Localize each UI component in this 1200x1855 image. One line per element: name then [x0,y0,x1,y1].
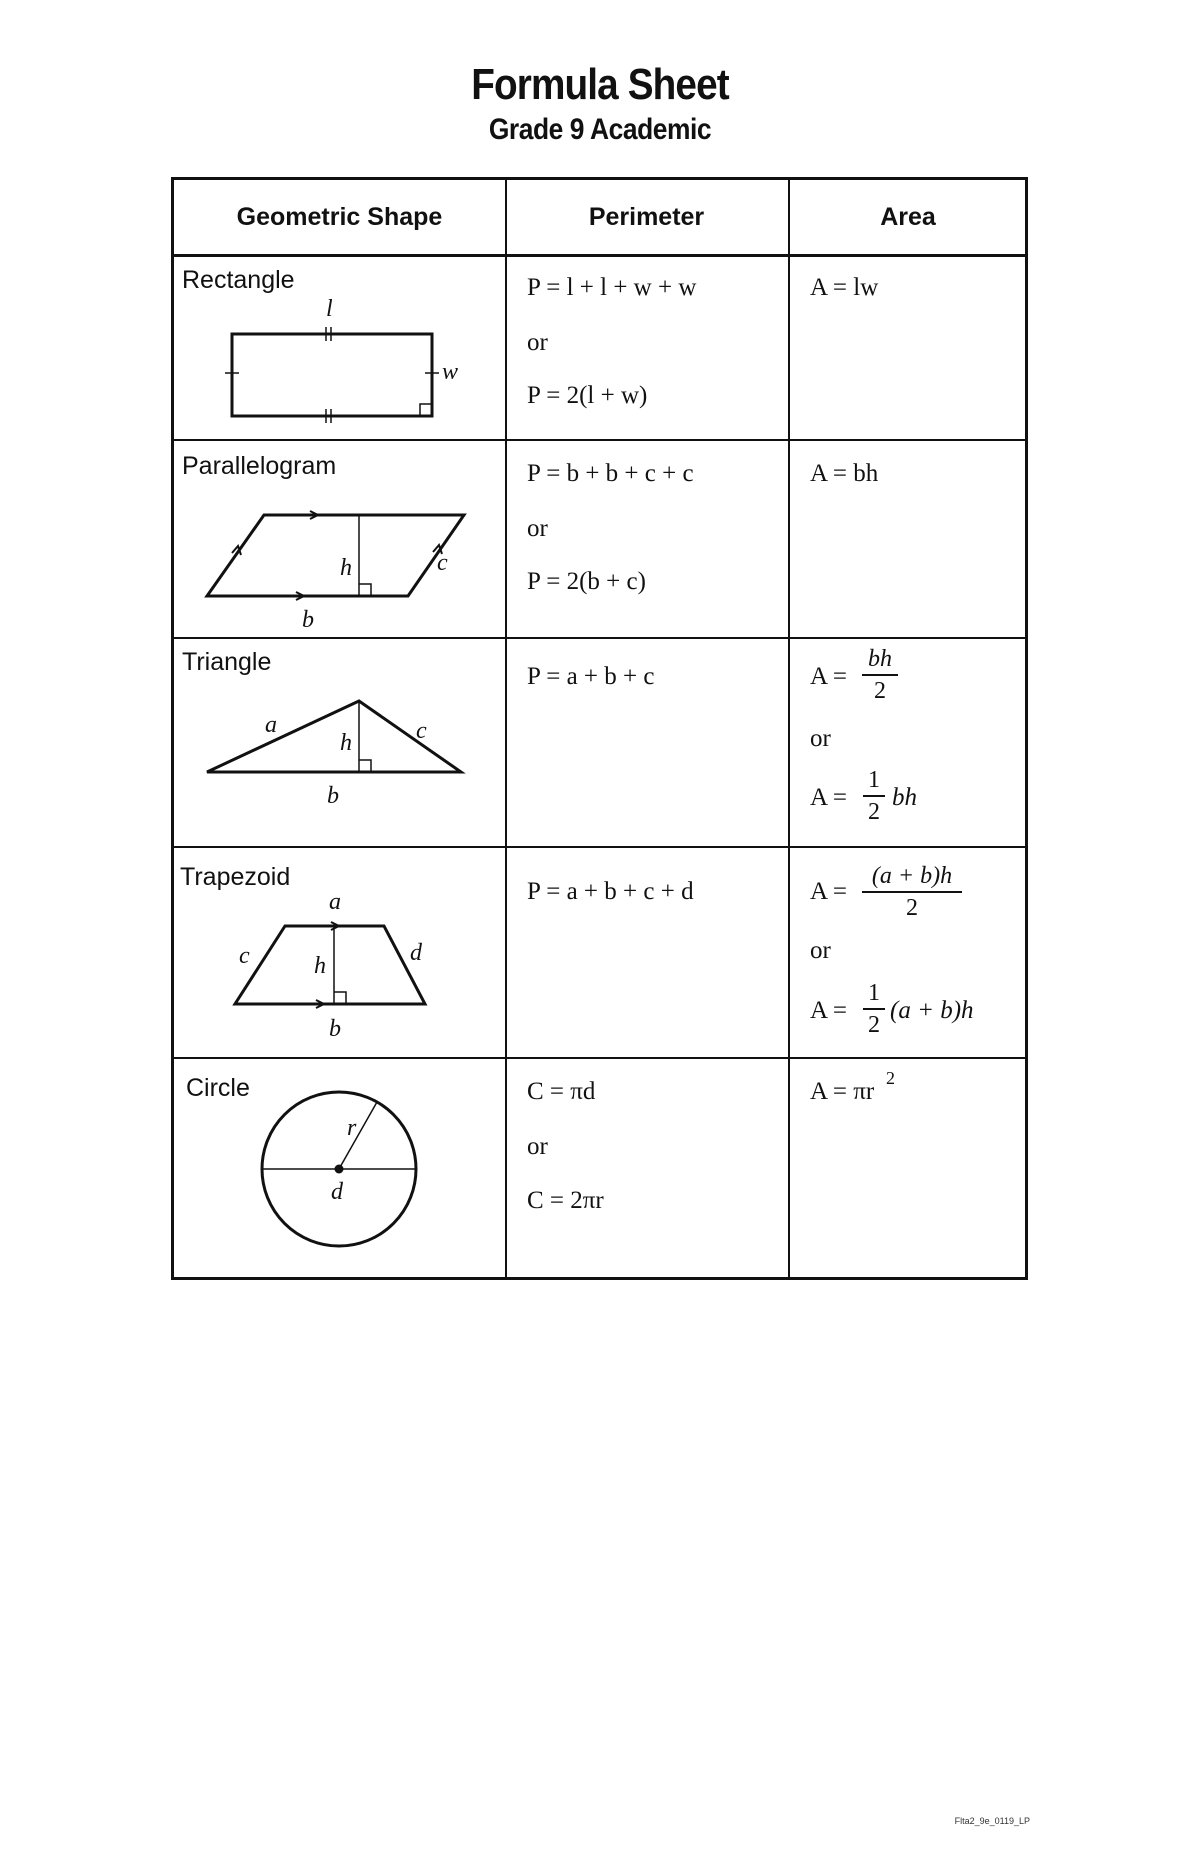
rectangle-label-l: l [326,296,333,322]
parallelogram-diagram [174,440,505,637]
fraction-denominator: 2 [874,677,886,704]
fraction-numerator: bh [868,646,892,672]
trapezoid-half-fraction [863,979,885,1039]
circle-label-d: d [331,1179,343,1205]
triangle-label-h: h [340,730,352,756]
parallelogram-perimeter-or: or [527,515,548,542]
circle-area: A = πr [810,1078,875,1105]
trapezoid-diagram [174,847,505,1057]
parallelogram-area: A = bh [810,460,879,487]
fraction-bar [863,1008,885,1010]
trapezoid-label-h: h [314,953,326,979]
trapezoid-label-d: d [410,940,422,966]
parallelogram-label-c: c [437,550,448,576]
rectangle-perimeter-1: P = l + l + w + w [527,274,697,301]
page-title: Formula Sheet [471,60,729,109]
rectangle-perimeter-2: P = 2(l + w) [527,382,648,409]
fraction-bar [862,891,962,893]
trapezoid-label-c: c [239,943,250,969]
triangle-area-a1: A = [810,663,848,690]
shape-name-circle: Circle [186,1074,250,1102]
circle-perimeter-or: or [527,1133,548,1160]
page-subtitle: Grade 9 Academic [488,113,712,146]
rectangle-diagram [174,255,505,439]
circle-perimeter-2: C = 2πr [527,1187,604,1214]
trapezoid-area-fraction [862,862,962,922]
circle-diagram [174,1058,505,1280]
triangle-area-or: or [810,725,831,752]
triangle-area-a2: A = [810,784,848,811]
triangle-label-c: c [416,718,427,744]
circle-label-r: r [347,1115,357,1141]
trapezoid-label-a: a [329,889,341,915]
shape-name-parallelogram: Parallelogram [182,452,337,480]
column-divider [505,180,507,1277]
circle-perimeter-1: C = πd [527,1078,596,1105]
parallelogram-label-b: b [302,607,314,633]
triangle-half-fraction [863,766,885,826]
trapezoid-area-a1: A = [810,878,848,905]
rectangle-label-w: w [442,359,459,385]
shape-name-trapezoid: Trapezoid [180,863,291,891]
column-header-perimeter: Perimeter [588,203,705,231]
column-divider [788,180,790,1277]
triangle-area-fraction [862,645,898,705]
triangle-label-b: b [327,783,339,809]
shape-name-rectangle: Rectangle [182,266,295,294]
document-code: Flta2_9e_0119_LP [954,1816,1030,1826]
shape-name-triangle: Triangle [182,648,272,676]
triangle-area-bh: bh [892,784,917,811]
triangle-perimeter: P = a + b + c [527,663,655,690]
column-header-shape: Geometric Shape [236,203,443,231]
fraction-bar [862,674,898,676]
formula-table [171,177,1028,1280]
parallelogram-label-h: h [340,555,352,581]
rectangle-perimeter-or: or [527,329,548,356]
parallelogram-perimeter-2: P = 2(b + c) [527,568,646,595]
fraction-denominator: 2 [868,1011,880,1038]
trapezoid-perimeter: P = a + b + c + d [527,878,694,905]
fraction-numerator: 1 [868,767,880,793]
parallelogram-perimeter-1: P = b + b + c + c [527,460,694,487]
trapezoid-label-b: b [329,1016,341,1042]
circle-area-exponent: 2 [886,1068,895,1088]
column-header-area: Area [880,203,936,231]
trapezoid-area-a2: A = [810,997,848,1024]
triangle-label-a: a [265,712,277,738]
trapezoid-area-tail: (a + b)h [890,997,974,1024]
trapezoid-area-or: or [810,937,831,964]
fraction-denominator: 2 [906,894,918,921]
fraction-bar [863,795,885,797]
fraction-denominator: 2 [868,798,880,825]
fraction-numerator: 1 [868,980,880,1006]
fraction-numerator: (a + b)h [871,863,953,889]
rectangle-area: A = lw [810,274,879,301]
triangle-diagram [174,638,505,846]
